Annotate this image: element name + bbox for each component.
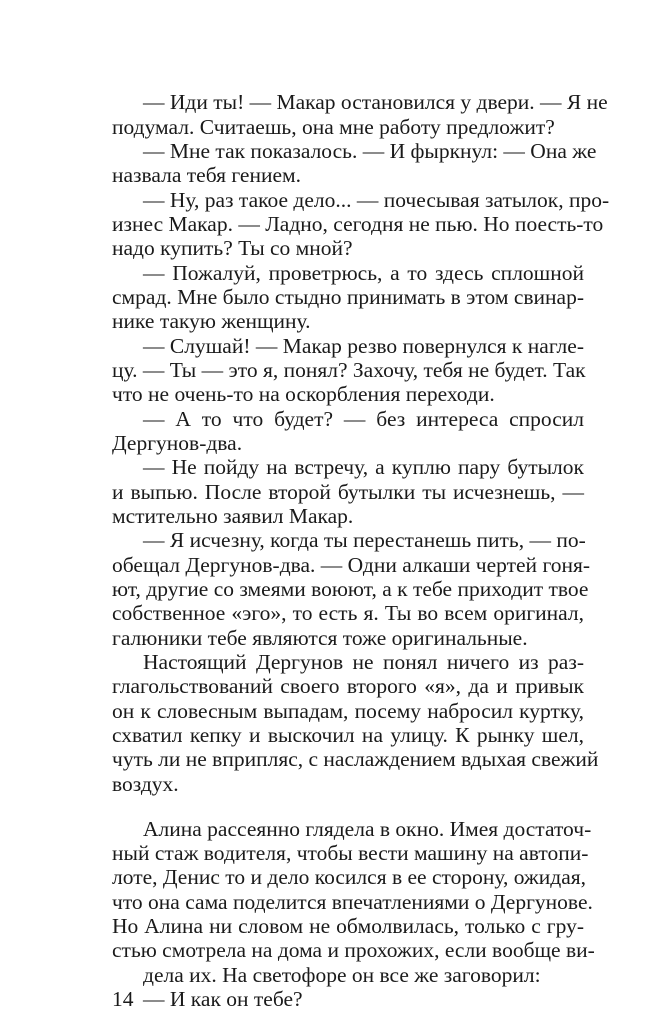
text-line: Настоящий Дергунов не понял ничего из раз-	[143, 650, 584, 674]
text-line: — Пожалуй, проветрюсь, а то здесь сплошной	[143, 261, 584, 285]
text-line: — Мне так показалось. — И фыркнул: — Она же	[143, 139, 597, 163]
text-line: — Ну, раз такое дело... — почесывая затылок, про-	[143, 188, 610, 212]
text-line: — А то что будет? — без интереса спросил	[143, 407, 584, 431]
text-line: — И как он тебе?	[143, 987, 303, 1011]
text-line: — Я исчезну, когда ты перестанешь пить, — по-	[143, 528, 586, 552]
text-line: дела их. На светофоре он все же заговорил:	[143, 963, 541, 987]
text-line: мстительно заявил Макар.	[112, 504, 354, 528]
text-line: ный стаж водителя, чтобы вести машину на автопи-	[112, 841, 589, 865]
text-line: стью смотрела на дома и прохожих, если вообще ви-	[112, 938, 595, 962]
text-line: подумал. Считаешь, она мне работу предложит?	[112, 115, 555, 139]
text-line: нике такую женщину.	[112, 309, 311, 333]
text-line: собственное «эго», то есть я. Ты во всем оригинал,	[112, 601, 584, 625]
text-line: галюники тебе являются тоже оригинальные.	[112, 626, 528, 650]
text-line: ют, другие со змеями воюют, а к тебе приходит твое	[112, 577, 589, 601]
page-number: 14	[112, 987, 134, 1011]
text-line: надо купить? Ты со мной?	[112, 236, 353, 260]
text-line: схватил кепку и выскочил на улицу. К рынку шел,	[112, 723, 584, 747]
text-line: он к словесным выпадам, посему набросил куртку,	[112, 699, 584, 723]
text-line: что она сама поделится впечатлениями о Дергунове.	[112, 890, 593, 914]
text-line: глагольствований своего второго «я», да и привык	[112, 674, 584, 698]
text-line: что не очень-то на оскорбления переходи.	[112, 382, 495, 406]
text-line: цу. — Ты — это я, понял? Захочу, тебя не будет. Так	[112, 358, 586, 382]
text-line: Но Алина ни словом не обмолвилась, только с гру-	[112, 914, 584, 938]
text-line: чуть ли не вприпляс, с наслаждением вдыхая свежий	[112, 747, 599, 771]
text-line: назвала тебя гением.	[112, 163, 302, 187]
text-line: — Слушай! — Макар резво повернулся к нагле-	[143, 334, 584, 358]
text-line: лоте, Денис то и дело косился в ее сторону, ожидая,	[112, 865, 587, 889]
text-line: Алина рассеянно глядела в окно. Имея достаточ-	[143, 817, 592, 841]
text-line: изнес Макар. — Ладно, сегодня не пью. Но поесть-то	[112, 212, 604, 236]
text-line: — Не пойду на встречу, а куплю пару бутылок	[143, 455, 584, 479]
text-line: смрад. Мне было стыдно принимать в этом свинар-	[112, 285, 585, 309]
text-line: Дергунов-два.	[112, 431, 243, 455]
text-line: — Иди ты! — Макар остановился у двери. — Я не	[143, 90, 608, 114]
text-line: обещал Дергунов-два. — Одни алкаши чертей гоня-	[112, 553, 591, 577]
text-line: воздух.	[112, 772, 179, 796]
text-line: и выпью. После второй бутылки ты исчезнешь, —	[112, 480, 584, 504]
